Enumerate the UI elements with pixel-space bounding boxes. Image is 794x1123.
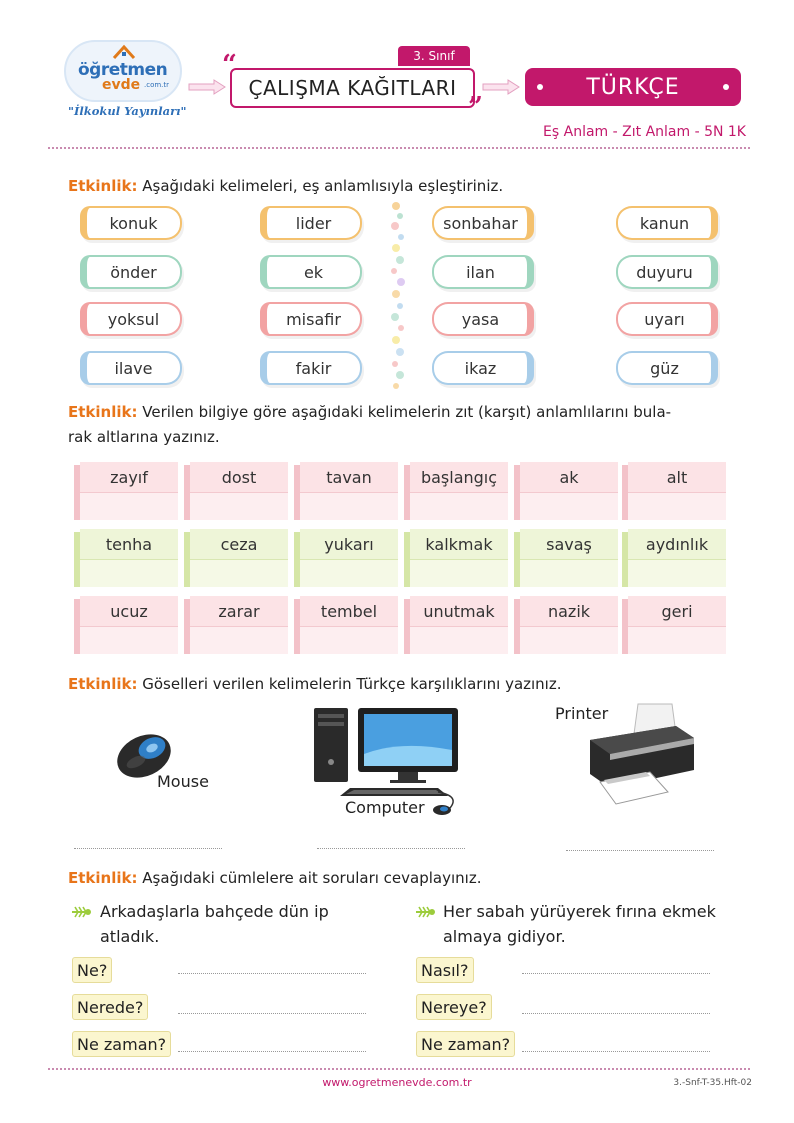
answer-area[interactable]: [628, 492, 726, 520]
given-word: ucuz: [80, 596, 178, 626]
activity-label: Etkinlik:: [68, 177, 138, 195]
answer-area[interactable]: [190, 492, 288, 520]
answer-area[interactable]: [80, 559, 178, 587]
given-word: başlangıç: [410, 462, 508, 492]
word-card[interactable]: yoksul: [80, 302, 182, 336]
publisher-logo: [64, 40, 187, 124]
house-roof-icon: [112, 44, 136, 60]
question-label: Nasıl?: [416, 957, 474, 983]
given-word: nazik: [520, 596, 618, 626]
opposite-word-box[interactable]: [514, 462, 618, 520]
logo-text: öğretmen: [78, 60, 168, 80]
activity1-instruction: [68, 174, 503, 199]
answer-area[interactable]: [190, 559, 288, 587]
footer-divider: [48, 1068, 750, 1070]
opposite-word-box[interactable]: [622, 529, 726, 587]
right-sentence-line1: Her sabah yürüyerek fırına ekmek: [443, 902, 716, 921]
answer-area[interactable]: [520, 492, 618, 520]
fish-bone-icon: [414, 904, 436, 920]
topic-line: Eş Anlam - Zıt Anlam - 5N 1K: [543, 124, 746, 140]
opposite-word-box[interactable]: [622, 462, 726, 520]
answer-line[interactable]: [522, 973, 710, 974]
activity-text-line1: Verilen bilgiye göre aşağıdaki kelimelerin zıt (karşıt) anlamlılarını bula-: [137, 403, 672, 421]
answer-area[interactable]: [628, 626, 726, 654]
answer-line[interactable]: [178, 973, 366, 974]
right-sentence-line2: almaya gidiyor.: [443, 927, 566, 946]
word-card[interactable]: yasa: [432, 302, 534, 336]
subject-label: TÜRKÇE: [586, 74, 680, 100]
word-card[interactable]: ikaz: [432, 351, 534, 385]
question-label: Nerede?: [72, 994, 148, 1020]
activity-text-line2: rak altlarına yazınız.: [68, 428, 220, 446]
left-sentence-line1: Arkadaşlarla bahçede dün ip: [100, 902, 329, 921]
activity3-instruction: [68, 672, 562, 697]
opposite-word-box[interactable]: [622, 596, 726, 654]
answer-area[interactable]: [520, 559, 618, 587]
answer-line[interactable]: [74, 848, 222, 849]
activity4-instruction: [68, 866, 481, 891]
fish-bone-icon: [70, 904, 92, 920]
opposite-word-box[interactable]: [184, 596, 288, 654]
subject-banner: [525, 68, 741, 106]
word-card[interactable]: uyarı: [616, 302, 718, 336]
mouse-caption: Mouse: [157, 772, 209, 791]
opposite-word-box[interactable]: [294, 596, 398, 654]
given-word: aydınlık: [628, 529, 726, 559]
word-card[interactable]: konuk: [80, 206, 182, 240]
opposite-word-box[interactable]: [294, 529, 398, 587]
word-card[interactable]: önder: [80, 255, 182, 289]
arrow-right-icon: [188, 79, 226, 95]
given-word: tembel: [300, 596, 398, 626]
printer-caption: Printer: [555, 704, 609, 723]
arrow-right-icon: [482, 79, 520, 95]
answer-area[interactable]: [300, 492, 398, 520]
answer-area[interactable]: [190, 626, 288, 654]
question-label: Ne zaman?: [72, 1031, 171, 1057]
answer-line[interactable]: [566, 850, 714, 851]
given-word: dost: [190, 462, 288, 492]
left-sentence: [100, 899, 329, 949]
answer-area[interactable]: [300, 626, 398, 654]
given-word: zayıf: [80, 462, 178, 492]
word-card[interactable]: güz: [616, 351, 718, 385]
answer-line[interactable]: [178, 1051, 366, 1052]
given-word: geri: [628, 596, 726, 626]
opposite-word-box[interactable]: [74, 529, 178, 587]
question-label: Ne?: [72, 957, 112, 983]
word-card[interactable]: fakir: [260, 351, 362, 385]
opposite-word-box[interactable]: [74, 596, 178, 654]
printer-icon: [580, 700, 698, 810]
given-word: ak: [520, 462, 618, 492]
given-word: ceza: [190, 529, 288, 559]
activity-text: Aşağıdaki kelimeleri, eş anlamlısıyla eşleştiriniz.: [137, 177, 504, 195]
answer-area[interactable]: [300, 559, 398, 587]
answer-area[interactable]: [80, 492, 178, 520]
word-card[interactable]: duyuru: [616, 255, 718, 289]
bullet-dot: [537, 84, 543, 90]
word-card[interactable]: misafir: [260, 302, 362, 336]
opposite-word-box[interactable]: [74, 462, 178, 520]
question-label: Ne zaman?: [416, 1031, 515, 1057]
footer-code: 3.-Snf-T-35.Hft-02: [673, 1078, 752, 1088]
question-label: Nereye?: [416, 994, 492, 1020]
answer-area[interactable]: [520, 626, 618, 654]
word-card[interactable]: ilave: [80, 351, 182, 385]
activity-label: Etkinlik:: [68, 403, 138, 421]
quote-open: “: [222, 50, 237, 80]
answer-area[interactable]: [410, 559, 508, 587]
given-word: alt: [628, 462, 726, 492]
activity-label: Etkinlik:: [68, 675, 138, 693]
opposite-word-box[interactable]: [294, 462, 398, 520]
given-word: unutmak: [410, 596, 508, 626]
bullet-dot: [723, 84, 729, 90]
answer-line[interactable]: [317, 848, 465, 849]
logo-sub: evde: [102, 77, 141, 93]
opposite-word-box[interactable]: [404, 529, 508, 587]
grade-tab: 3. Sınıf: [398, 46, 470, 66]
right-sentence: [443, 899, 716, 949]
decorative-bead-divider: [388, 200, 408, 390]
given-word: tenha: [80, 529, 178, 559]
answer-area[interactable]: [410, 626, 508, 654]
logo-tagline: "İlkokul Yayınları": [68, 104, 187, 118]
given-word: savaş: [520, 529, 618, 559]
answer-line[interactable]: [522, 1013, 710, 1014]
opposite-word-box[interactable]: [404, 596, 508, 654]
opposite-word-box[interactable]: [184, 462, 288, 520]
activity-text: Göselleri verilen kelimelerin Türkçe karşılıklarını yazınız.: [137, 675, 562, 693]
logo-domain: .com.tr: [144, 81, 170, 89]
opposite-word-box[interactable]: [514, 529, 618, 587]
word-card[interactable]: kanun: [616, 206, 718, 240]
given-word: kalkmak: [410, 529, 508, 559]
answer-area[interactable]: [628, 559, 726, 587]
word-card[interactable]: sonbahar: [432, 206, 534, 240]
activity-label: Etkinlik:: [68, 869, 138, 887]
computer-caption: Computer: [345, 798, 425, 817]
word-card[interactable]: lider: [260, 206, 362, 240]
word-card[interactable]: ek: [260, 255, 362, 289]
quote-close: ”: [468, 92, 483, 122]
given-word: zarar: [190, 596, 288, 626]
opposite-word-box[interactable]: [404, 462, 508, 520]
footer-url[interactable]: www.ogretmenevde.com.tr: [322, 1076, 472, 1089]
given-word: yukarı: [300, 529, 398, 559]
activity-text: Aşağıdaki cümlelere ait soruları cevaplayınız.: [137, 869, 482, 887]
word-card[interactable]: ilan: [432, 255, 534, 289]
header-divider: [48, 147, 750, 149]
page-title: ÇALIŞMA KAĞITLARI: [230, 68, 475, 108]
answer-area[interactable]: [410, 492, 508, 520]
answer-line[interactable]: [522, 1051, 710, 1052]
left-sentence-line2: atladık.: [100, 927, 160, 946]
answer-area[interactable]: [80, 626, 178, 654]
opposite-word-box[interactable]: [514, 596, 618, 654]
activity2-instruction: [68, 400, 728, 450]
given-word: tavan: [300, 462, 398, 492]
opposite-word-box[interactable]: [184, 529, 288, 587]
answer-line[interactable]: [178, 1013, 366, 1014]
